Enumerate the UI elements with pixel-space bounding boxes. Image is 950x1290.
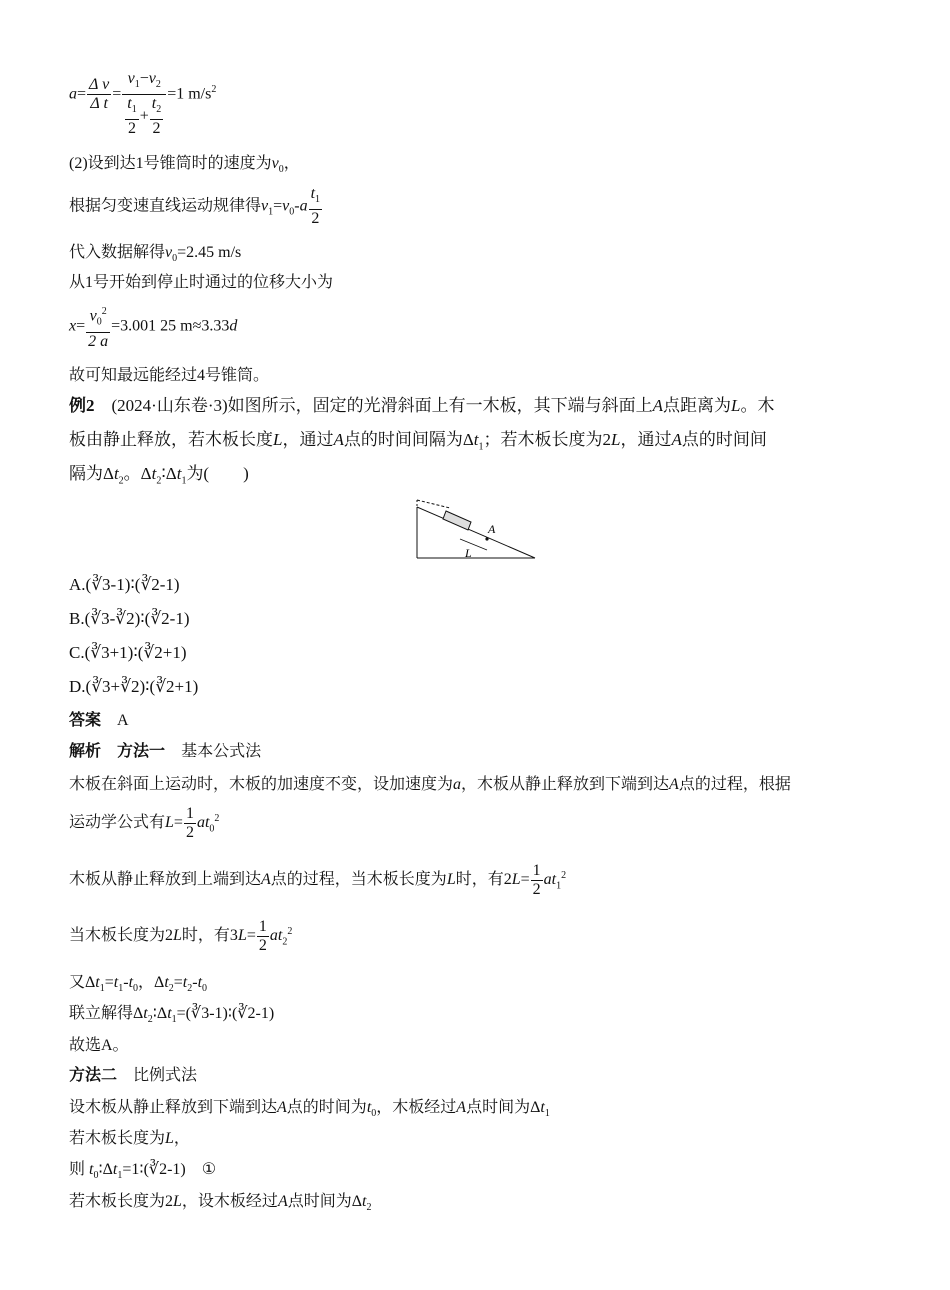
option-b[interactable]: B.(∛3-∛2)∶(∛2-1) — [69, 609, 190, 628]
option-d[interactable]: D.(∛3+∛2)∶(∛2+1) — [69, 677, 199, 696]
text-line: 根据匀变速直线运动规律得$v_1=v_0-a$ $\frac{t_1}{2}$ — [69, 185, 321, 228]
text-line: 则 $t_0∶\Delta t_1=1∶(∛2-1)$ ① — [69, 1161, 217, 1182]
method-two-heading: 方法二 比例式法 — [69, 1067, 198, 1084]
example-title: 例2 (2024·山东卷·3)如图所示，固定的光滑斜面上有一木板，其下端与斜面上A点距离为L。木 — [69, 396, 775, 415]
analysis-heading: 解析 方法一 基本公式法 — [69, 743, 262, 760]
text-line: 又$\Delta t_1=t_1-t_0$，$\Delta t_2=t_2-t_0$ — [69, 974, 208, 995]
text-line: 木板从静止释放到上端到达A点的过程，当木板长度为L时，有2L= $\frac{1}{2}$ $at_1^2$ — [69, 862, 567, 898]
option-a[interactable]: A.(∛3-1)∶(∛2-1) — [69, 575, 180, 594]
text-line: (2)设到达1号锥筒时的速度为$v_0$， — [69, 155, 300, 176]
option-c[interactable]: C.(∛3+1)∶(∛2+1) — [69, 643, 187, 662]
text-line: 联立解得$\Delta t_2∶\Delta t_1=(∛3-1)∶(∛2-1)$ — [69, 1005, 275, 1026]
point-a-label: A — [488, 522, 496, 536]
text-line: 故选A。 — [69, 1037, 129, 1054]
text-line: 板由静止释放，若木板长度L，通过A点的时间间隔为$\Delta t_1$；若木板长度为2L，通过A点的时间间 — [69, 430, 767, 453]
text-line: 若木板长度为L， — [69, 1130, 190, 1147]
text-line: 当木板长度为2L时，有3L= $\frac{1}{2}$ $at_2^2$ — [69, 918, 293, 954]
formula-displacement: x= $\frac{v_0^2}{2 a}$ =3.001 25 m≈3.33d — [69, 303, 237, 353]
text-line: 设木板从静止释放到下端到达A点的时间为$t_0$，木板经过A点时间为$\Delta t_1$ — [69, 1099, 550, 1120]
incline-figure — [410, 495, 540, 563]
text-line: 故可知最远能经过4号锥筒。 — [69, 367, 270, 384]
formula-acceleration: a= $\frac{\text{Δ v}}{\text{Δ t}}$ = $v_1-v_2$ $\frac{t_1}{2}$ + $\frac{t_2}{2}$ =1 $m/s^2$ — [69, 70, 217, 138]
text-line: 从1号开始到停止时通过的位移大小为 — [69, 274, 334, 291]
text-line: 隔为$\Delta t_2$。$\Delta t_2∶\Delta t_1$为( ) — [69, 464, 249, 487]
length-l-label: L — [465, 546, 472, 560]
answer: 答案 A — [69, 712, 129, 729]
text-line: 木板在斜面上运动时，木板的加速度不变，设加速度为a，木板从静止释放到下端到达A点的过程，根据 — [69, 776, 791, 793]
text-line: 代入数据解得$v_0=2.45$ m/s — [69, 244, 242, 265]
text-line: 运动学公式有L= $\frac{1}{2}$ $at_0^2$ — [69, 805, 220, 841]
text-line: 若木板长度为2L，设木板经过A点时间为$\Delta t_2$ — [69, 1193, 372, 1214]
